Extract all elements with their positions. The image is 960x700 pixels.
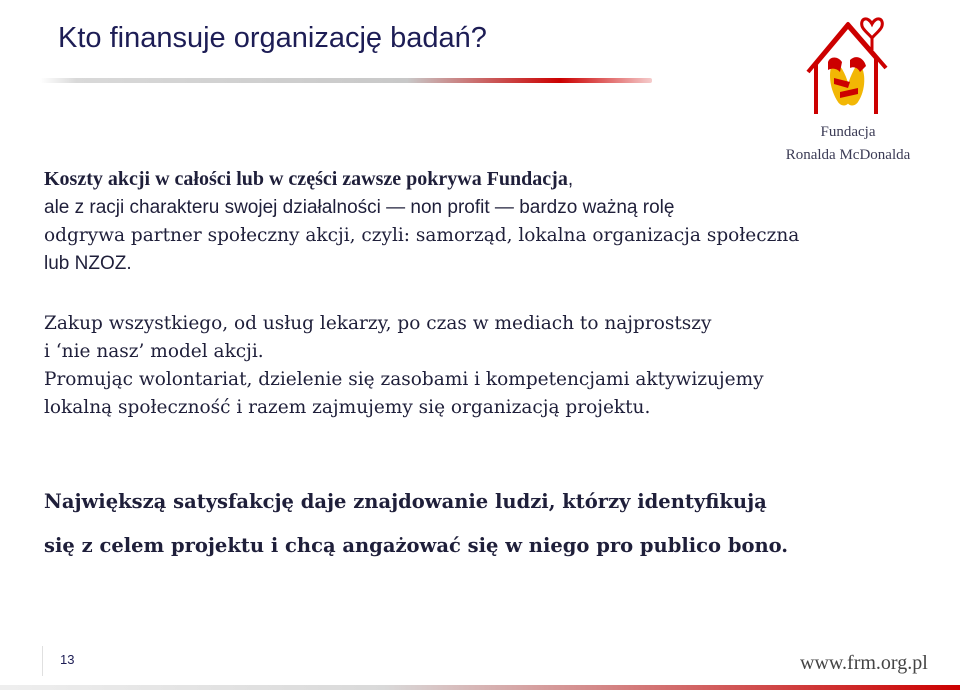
logo-line-2: Ronalda McDonalda [785,147,911,163]
emphasis-text: Koszty akcji w całości lub w części zawsze pokrywa Fundacja [44,168,568,190]
paragraph-model [44,310,764,422]
paragraph-funding [44,165,799,278]
paragraph-line: Promując wolontariat, dzielenie się zasobami i kompetencjami aktywizujemy [44,369,764,390]
paragraph-line: i ‘nie nasz’ model akcji. [44,341,264,362]
logo-wordmark [778,121,918,167]
paragraph-line: ale z racji charakteru swojej działalności — non profit — bardzo ważną rolę [44,197,675,218]
footer-divider [42,646,43,676]
logo-line-1: Fundacja [820,124,876,140]
page-number: 13 [60,652,75,667]
website-url: www.frm.org.pl [800,652,928,674]
footer-stripe [0,685,960,690]
text-fragment: , [567,169,574,190]
paragraph-line: lub NZOZ. [44,253,132,274]
paragraph-line: odgrywa partner społeczny akcji, czyli: samorząd, lokalna organizacja społeczna [44,225,800,246]
title-underline [40,78,652,83]
paragraph-line: się z celem projektu i chcą angażować się w niego pro publico bono. [44,534,789,557]
paragraph-satisfaction [44,480,788,568]
paragraph-line: Największą satysfakcję daje znajdowanie ludzi, którzy identyfikują [44,490,767,513]
slide-title: Kto finansuje organizację badań? [58,22,487,54]
paragraph-line: lokalną społeczność i razem zajmujemy się organizacją projektu. [44,397,651,418]
paragraph-line: Zakup wszystkiego, od usług lekarzy, po czas w mediach to najprostszy [44,313,712,334]
paragraph-line [44,165,799,194]
